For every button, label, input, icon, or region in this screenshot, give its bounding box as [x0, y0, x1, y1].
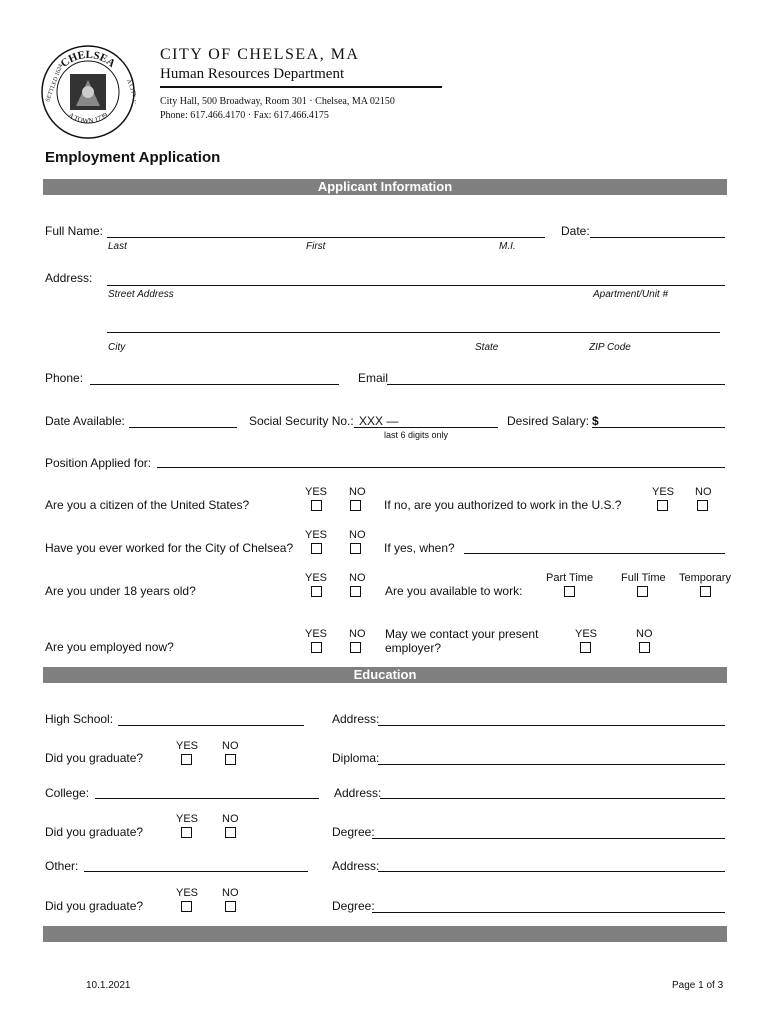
worked-no-checkbox[interactable]: [350, 543, 361, 554]
authorized-no-label: NO: [695, 486, 712, 498]
city-name: CITY OF CHELSEA, MA: [160, 46, 360, 63]
under-18-no-checkbox[interactable]: [350, 586, 361, 597]
hs-no-label: NO: [222, 740, 239, 752]
diploma-label: Diploma:: [332, 751, 380, 765]
apartment-label: Apartment/Unit #: [593, 289, 669, 300]
hs-graduate-question: Did you graduate?: [45, 751, 144, 765]
authorized-no-checkbox[interactable]: [697, 500, 708, 511]
phone-label: Phone:: [45, 371, 84, 385]
college-yes-label: YES: [176, 813, 199, 825]
footer-page-number: Page 1 of 3: [672, 980, 724, 991]
high-school-address-label: Address:: [332, 712, 380, 726]
street-address-field[interactable]: [107, 285, 725, 286]
part-time-label: Part Time: [546, 572, 594, 584]
worked-yes-label: YES: [305, 529, 328, 541]
first-name-label: First: [306, 241, 326, 252]
hs-yes-label: YES: [176, 740, 199, 752]
city-state-zip-field[interactable]: [107, 332, 720, 333]
date-available-label: Date Available:: [45, 414, 125, 428]
other-degree-label: Degree:: [332, 899, 375, 913]
city-label: City: [108, 342, 126, 353]
position-applied-field[interactable]: [157, 467, 725, 468]
employed-question: Are you employed now?: [45, 640, 174, 654]
citizen-no-label: NO: [349, 486, 366, 498]
other-address-label: Address:: [332, 859, 380, 873]
temporary-label: Temporary: [679, 572, 731, 584]
desired-salary-field[interactable]: [592, 427, 725, 428]
phone-fax: Phone: 617.466.4170 · Fax: 617.466.4175: [160, 110, 329, 121]
salary-dollar-sign: $: [592, 414, 599, 428]
citizen-no-checkbox[interactable]: [350, 500, 361, 511]
svg-text:SETTLED 1624: SETTLED 1624: [45, 63, 65, 103]
under-18-question: Are you under 18 years old?: [45, 584, 196, 598]
authorized-yes-label: YES: [652, 486, 675, 498]
employed-no-checkbox[interactable]: [350, 642, 361, 653]
footer-revision-date: 10.1.2021: [86, 980, 131, 991]
ssn-label: Social Security No.:: [249, 414, 354, 428]
svg-text:A TOWN 1739: A TOWN 1739: [66, 111, 110, 126]
college-field[interactable]: [95, 798, 319, 799]
header-rule: [160, 86, 442, 88]
part-time-checkbox[interactable]: [564, 586, 575, 597]
diploma-field[interactable]: [378, 764, 725, 765]
section-education: Education: [43, 667, 727, 683]
temporary-checkbox[interactable]: [700, 586, 711, 597]
hs-yes-checkbox[interactable]: [181, 754, 192, 765]
employed-yes-checkbox[interactable]: [311, 642, 322, 653]
svg-text:CHELSEA: CHELSEA: [58, 48, 118, 70]
other-address-field[interactable]: [378, 871, 725, 872]
authorized-question: If no, are you authorized to work in the U.S.?: [384, 498, 622, 512]
department-name: Human Resources Department: [160, 66, 345, 82]
when-label: If yes, when?: [384, 541, 455, 555]
address-label: Address:: [45, 271, 93, 285]
date-available-field[interactable]: [129, 427, 237, 428]
state-label: State: [475, 342, 499, 353]
last-name-label: Last: [108, 241, 127, 252]
section-divider-bar: [43, 926, 727, 942]
college-address-field[interactable]: [380, 798, 725, 799]
college-no-label: NO: [222, 813, 239, 825]
college-address-label: Address:: [334, 786, 382, 800]
authorized-yes-checkbox[interactable]: [657, 500, 668, 511]
contact-no-checkbox[interactable]: [639, 642, 650, 653]
employed-no-label: NO: [349, 628, 366, 640]
ssn-field[interactable]: [354, 427, 498, 428]
date-label: Date:: [561, 224, 590, 238]
college-degree-field[interactable]: [372, 838, 725, 839]
form-title: Employment Application: [45, 149, 221, 166]
contact-yes-label: YES: [575, 628, 598, 640]
available-question: Are you available to work:: [385, 584, 523, 598]
college-no-checkbox[interactable]: [225, 827, 236, 838]
zip-code-label: ZIP Code: [589, 342, 631, 353]
email-label: Email: [358, 371, 389, 385]
email-field[interactable]: [387, 384, 725, 385]
section-applicant-information: Applicant Information: [43, 179, 727, 195]
other-yes-checkbox[interactable]: [181, 901, 192, 912]
position-applied-label: Position Applied for:: [45, 456, 152, 470]
employed-yes-label: YES: [305, 628, 328, 640]
other-yes-label: YES: [176, 887, 199, 899]
date-field[interactable]: [590, 237, 725, 238]
under-18-no-label: NO: [349, 572, 366, 584]
city-seal: [40, 44, 136, 140]
under-18-yes-label: YES: [305, 572, 328, 584]
ssn-note: last 6 digits only: [384, 430, 449, 440]
under-18-yes-checkbox[interactable]: [311, 586, 322, 597]
other-degree-field[interactable]: [372, 912, 725, 913]
high-school-field[interactable]: [118, 725, 304, 726]
contact-yes-checkbox[interactable]: [580, 642, 591, 653]
full-time-label: Full Time: [621, 572, 666, 584]
phone-field[interactable]: [90, 384, 339, 385]
college-graduate-question: Did you graduate?: [45, 825, 144, 839]
other-label: Other:: [45, 859, 79, 873]
worked-no-label: NO: [349, 529, 366, 541]
citizen-yes-label: YES: [305, 486, 328, 498]
city-hall-address: City Hall, 500 Broadway, Room 301 · Chelsea, MA 02150: [160, 96, 395, 107]
college-yes-checkbox[interactable]: [181, 827, 192, 838]
svg-text:A CITY 1857: A CITY 1857: [125, 78, 136, 112]
street-address-label: Street Address: [108, 289, 174, 300]
contact-employer-question-line2: employer?: [385, 641, 442, 655]
college-label: College:: [45, 786, 90, 800]
citizen-yes-checkbox[interactable]: [311, 500, 322, 511]
high-school-address-field[interactable]: [378, 725, 725, 726]
worked-question: Have you ever worked for the City of Chelsea?: [45, 541, 294, 555]
contact-no-label: NO: [636, 628, 653, 640]
high-school-label: High School:: [45, 712, 114, 726]
hs-no-checkbox[interactable]: [225, 754, 236, 765]
full-name-field[interactable]: [107, 237, 545, 238]
full-name-label: Full Name:: [45, 224, 104, 238]
other-no-label: NO: [222, 887, 239, 899]
other-graduate-question: Did you graduate?: [45, 899, 144, 913]
full-time-checkbox[interactable]: [637, 586, 648, 597]
college-degree-label: Degree:: [332, 825, 375, 839]
desired-salary-label: Desired Salary:: [507, 414, 590, 428]
when-field[interactable]: [464, 553, 725, 554]
other-field[interactable]: [84, 871, 308, 872]
middle-initial-label: M.I.: [499, 241, 516, 252]
worked-yes-checkbox[interactable]: [311, 543, 322, 554]
contact-employer-question-line1: May we contact your present: [385, 627, 539, 641]
seal-graphic: [40, 44, 136, 140]
ssn-prefix: XXX —: [359, 414, 399, 428]
other-no-checkbox[interactable]: [225, 901, 236, 912]
citizen-question: Are you a citizen of the United States?: [45, 498, 250, 512]
